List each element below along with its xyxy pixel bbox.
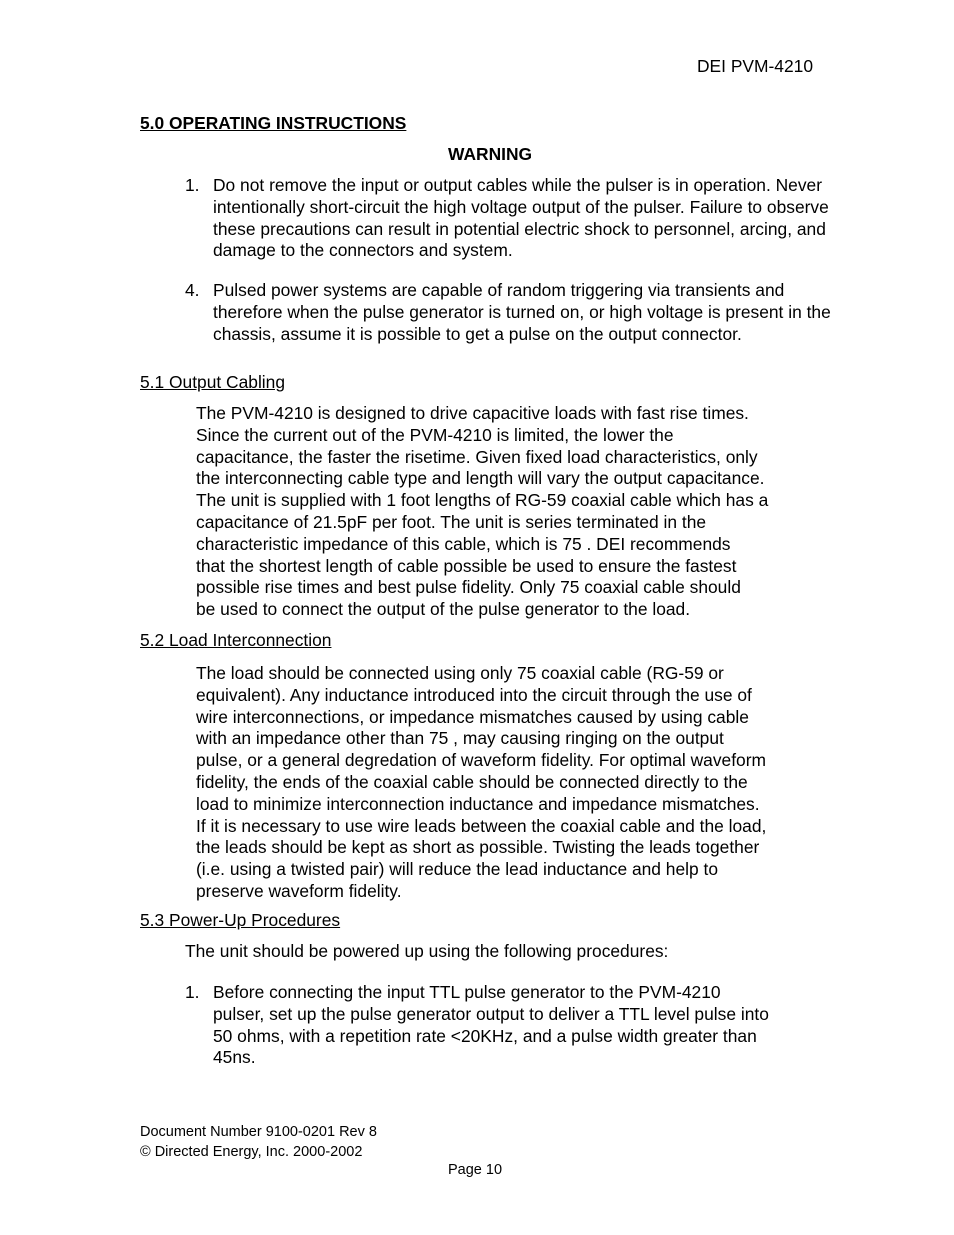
list-item-text: Pulsed power systems are capable of random triggering via transients and therefore when the pulse generator is turned on, or high voltage is present in the chassis, assume it is possible to get a pulse on the output connector. [213, 280, 831, 344]
section-5-1-body: The PVM-4210 is designed to drive capacitive loads with fast rise times. Since the current out of the PVM-4210 is limited, the lower the capacitance, the faster the risetime. Given fixed load characteristics, only the interconnecting cable type and length will vary the output capacitance. The unit is supplied with 1 foot lengths of RG-59 coaxial cable which has a capacitance of 21.5pF per foot. The unit is series terminated in the characteristic impedance of this cable, which is 75 . DEI recommends that the shortest length of cable possible be used to ensure the fastest possible rise times and best pulse fidelity. Only 75 coaxial cable should be used to connect the output of the pulse generator to the load. [196, 403, 769, 620]
section-5-2-title: 5.2 Load Interconnection [140, 630, 332, 650]
section-5-1-title: 5.1 Output Cabling [140, 372, 286, 392]
warning-label: WARNING [448, 144, 533, 164]
section-5-2-body: The load should be connected using only 75 coaxial cable (RG-59 or equivalent). Any inductance introduced into the circuit through the use of wire interconnections, or impedance mismatches caused by using cable with an impedance other than 75 , may causing ringing on the output pulse, or a general degredation of waveform fidelity. For optimal waveform fidelity, the ends of the coaxial cable should be connected directly to the load to minimize interconnection inductance and impedance mismatches. If it is necessary to use wire leads between the coaxial cable and the load, the leads should be kept as short as possible. Twisting the leads together (i.e. using a twisted pair) will reduce the lead inductance and help to preserve waveform fidelity. [196, 663, 767, 901]
list-item-number: 4. [185, 280, 200, 300]
section-5-3-title: 5.3 Power-Up Procedures [140, 910, 341, 930]
section-5-0-title: 5.0 OPERATING INSTRUCTIONS [140, 113, 407, 133]
header-doc-id: DEI PVM-4210 [697, 56, 813, 76]
list-item-number: 1. [185, 982, 200, 1002]
list-item-number: 1. [185, 175, 200, 195]
section-5-3-intro: The unit should be powered up using the following procedures: [185, 941, 669, 961]
footer-document-number: Document Number 9100-0201 Rev 8 [140, 1124, 377, 1140]
list-item-text: Before connecting the input TTL pulse generator to the PVM-4210 pulser, set up the pulse generator output to deliver a TTL level pulse into 50 ohms, with a repetition rate <20KHz, and a pulse width greater than 45ns. [213, 982, 769, 1068]
footer-page-number: Page 10 [448, 1162, 503, 1178]
list-item-text: Do not remove the input or output cables while the pulser is in operation. Never intentionally short-circuit the high voltage output of the pulser. Failure to observe these precautions can result in potential electric shock to personnel, arcing, and damage to the connectors and system. [213, 175, 829, 261]
footer-copyright: © Directed Energy, Inc. 2000-2002 [140, 1144, 363, 1160]
